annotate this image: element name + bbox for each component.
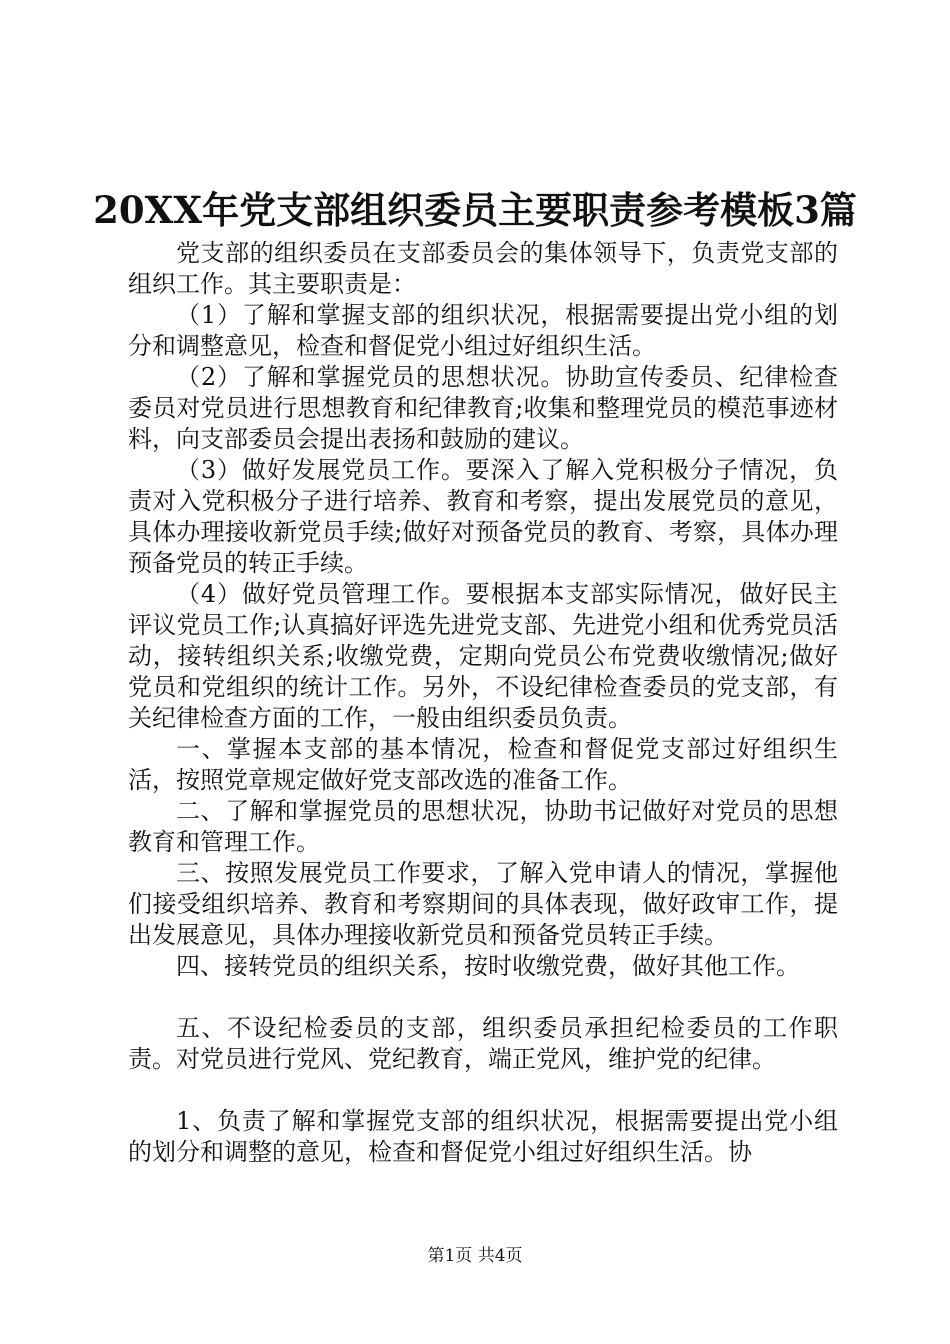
page-number: 第1页 共4页 [427,1246,523,1266]
paragraph-item-1: （1）了解和掌握支部的组织状况，根据需要提出党小组的划分和调整意见，检查和督促党小组过好组织生活。 [128,301,838,360]
paragraph-item-3: （3）做好发展党员工作。要深入了解入党积极分子情况，负责对入党积极分子进行培养、教育和考察，提出发展党员的意见，具体办理接收新党员手续;做好对预备党员的教育、考察，具体办理预备党员的转正手续。 [128,456,838,577]
paragraph-section-5: 五、不设纪检委员的支部，组织委员承担纪检委员的工作职责。对党员进行党风、党纪教育，端正党风，维护党的纪律。 [128,1014,838,1073]
paragraph-section-2: 二、了解和掌握党员的思想状况，协助书记做好对党员的思想教育和管理工作。 [128,797,838,856]
document-title: 20XX年党支部组织委员主要职责参考模板3篇 [93,188,857,232]
paragraph-intro: 党支部的组织委员在支部委员会的集体领导下，负责党支部的组织工作。其主要职责是： [128,239,838,298]
paragraph-section-1: 一、掌握本支部的基本情况，检查和督促党支部过好组织生活，按照党章规定做好党支部改选的准备工作。 [128,735,838,794]
paragraph-section-4: 四、接转党员的组织关系，按时收缴党费，做好其他工作。 [176,952,800,980]
paragraph-duty-1: 1、负责了解和掌握党支部的组织状况，根据需要提出党小组的划分和调整的意见，检查和督促党小组过好组织生活。协 [128,1107,838,1166]
document-body [128,238,838,1168]
paragraph-item-2: （2）了解和掌握党员的思想状况。协助宣传委员、纪律检查委员对党员进行思想教育和纪律教育;收集和整理党员的模范事迹材料，向支部委员会提出表扬和鼓励的建议。 [128,363,838,453]
paragraph-section-3: 三、按照发展党员工作要求，了解入党申请人的情况，掌握他们接受组织培养、教育和考察期间的具体表现，做好政审工作，提出发展意见，具体办理接收新党员和预备党员转正手续。 [128,859,838,949]
paragraph-item-4: （4）做好党员管理工作。要根据本支部实际情况，做好民主评议党员工作;认真搞好评选先进党支部、先进党小组和优秀党员活动，接转组织关系;收缴党费，定期向党员公布党费收缴情况;做好党员和党组织的统计工作。另外，不设纪律检查委员的党支部，有关纪律检查方面的工作，一般由组织委员负责。 [128,580,838,732]
